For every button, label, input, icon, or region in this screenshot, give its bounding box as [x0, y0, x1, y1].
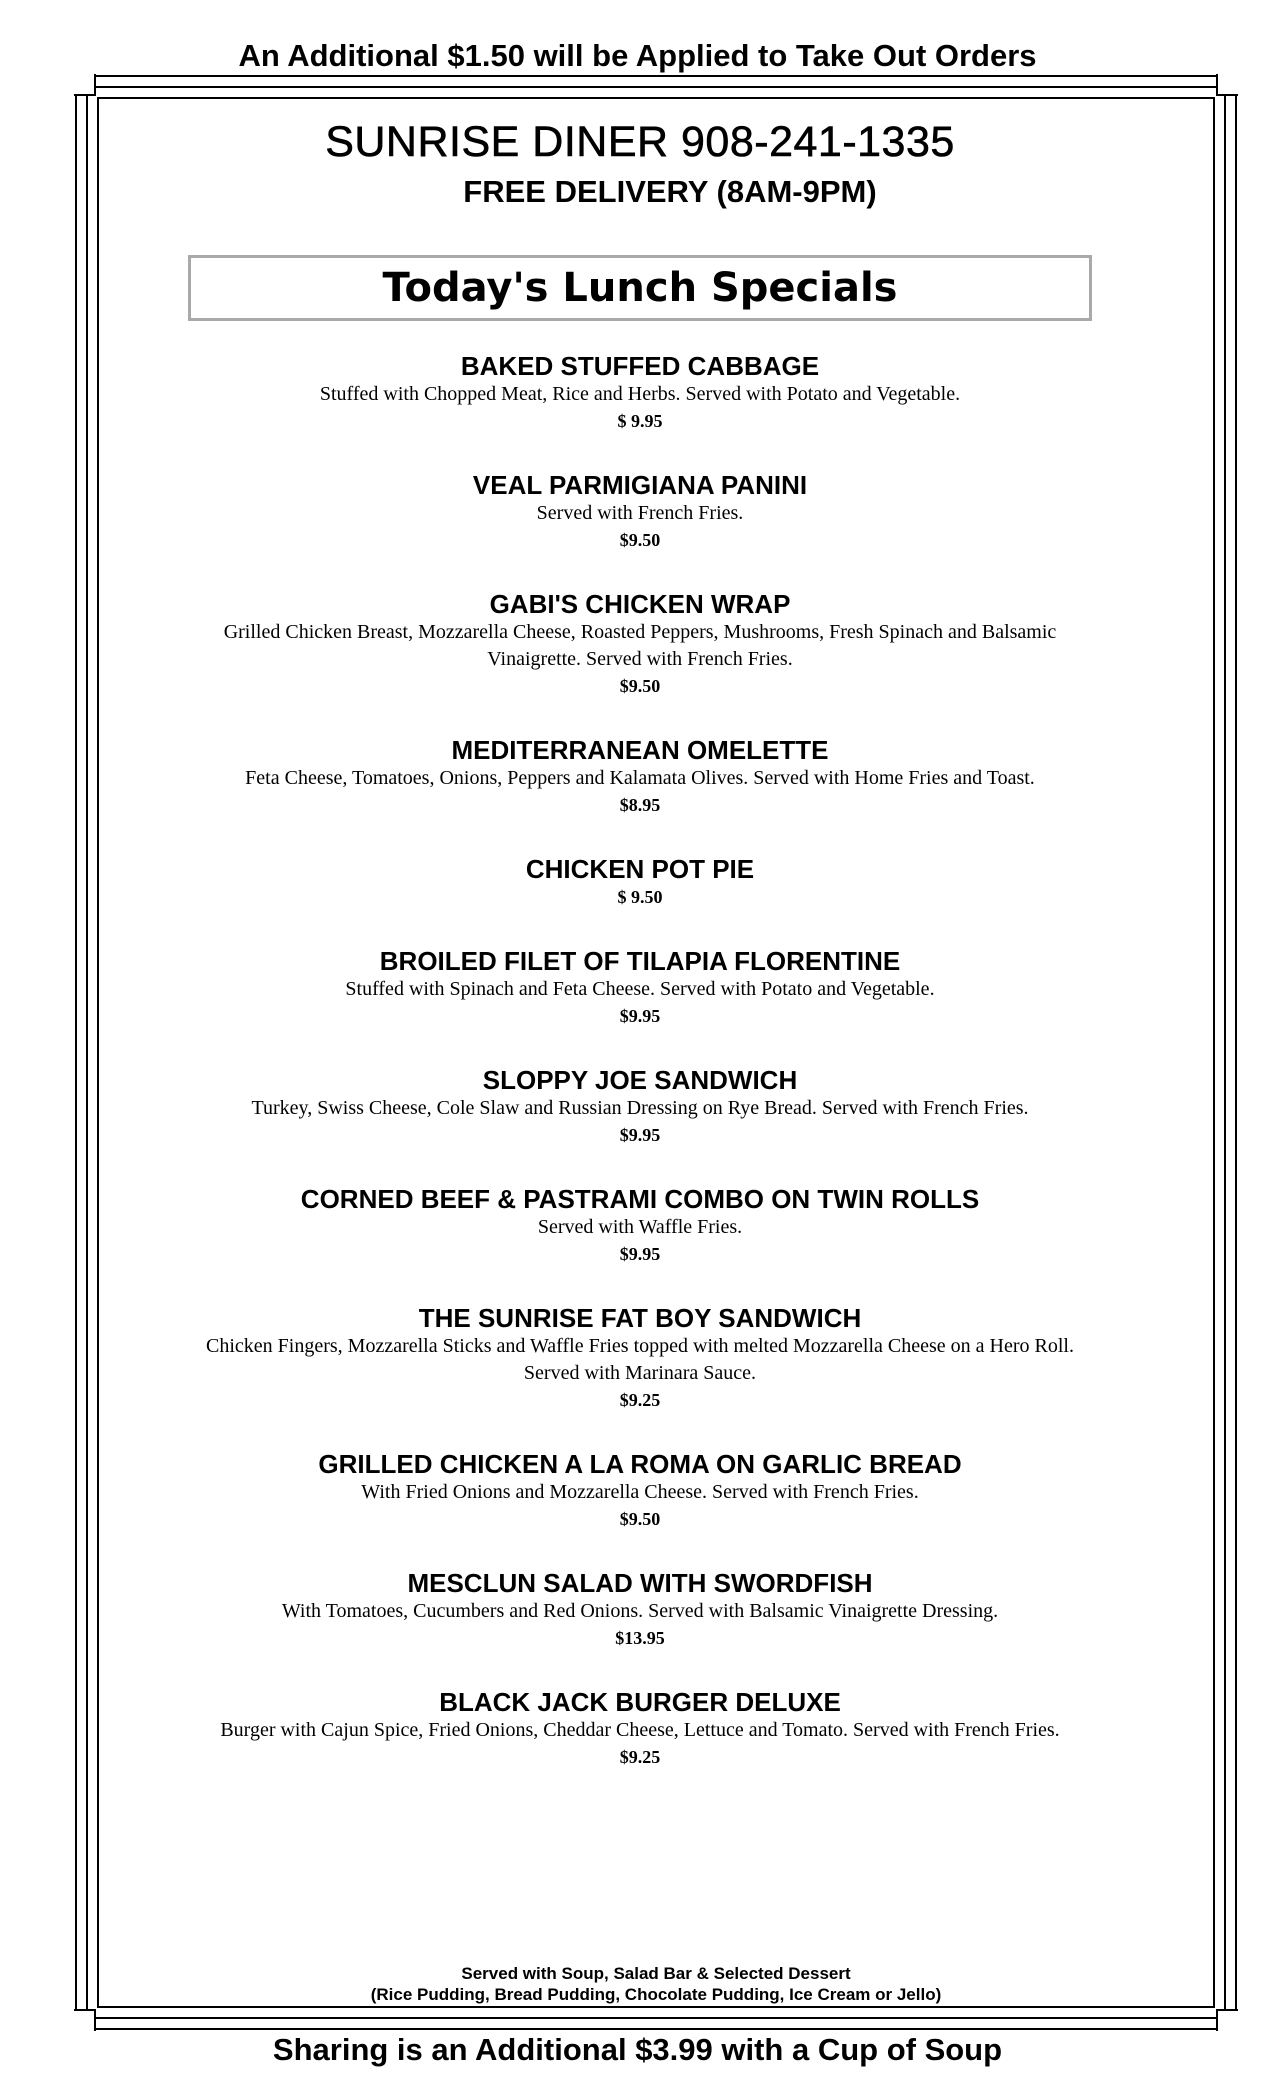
menu-item-price: $9.95 [619, 1125, 661, 1145]
menu-item-price: $ 9.95 [617, 411, 663, 431]
menu-item-name: GRILLED CHICKEN A LA ROMA ON GARLIC BREAD [318, 1449, 962, 1479]
menu-item-description: Served with Waffle Fries. [537, 1216, 743, 1238]
menu-item-price: $9.50 [619, 530, 661, 550]
menu-item [150, 1184, 1130, 1267]
menu-item-description: Turkey, Swiss Cheese, Cole Slaw and Russian Dressing on Rye Bread. Served with French Fries. [251, 1097, 1029, 1119]
menu-item [150, 470, 1130, 553]
menu-item-price: $9.95 [619, 1006, 661, 1026]
dessert-options: (Rice Pudding, Bread Pudding, Chocolate Pudding, Ice Cream or Jello) [370, 1985, 942, 2004]
specials-heading-box [188, 255, 1092, 321]
menu-item-price: $9.50 [619, 1509, 661, 1529]
menu-item-description: With Fried Onions and Mozzarella Cheese. Served with French Fries. [361, 1481, 919, 1503]
menu-item-name: BLACK JACK BURGER DELUXE [439, 1687, 841, 1717]
menu-item-name: BROILED FILET OF TILAPIA FLORENTINE [379, 946, 901, 976]
menu-item-name: THE SUNRISE FAT BOY SANDWICH [418, 1303, 862, 1333]
served-with-text: Served with Soup, Salad Bar & Selected Dessert [461, 1964, 851, 1983]
menu-item [150, 589, 1130, 699]
menu-item [150, 946, 1130, 1029]
menu-item-name: CHICKEN POT PIE [525, 854, 755, 884]
menu-item-description: Stuffed with Chopped Meat, Rice and Herbs. Served with Potato and Vegetable. [319, 383, 961, 405]
specials-list [150, 351, 1130, 1770]
border-corner [74, 2009, 96, 2031]
border-corner [1216, 2009, 1238, 2031]
menu-item-price: $9.25 [619, 1747, 661, 1767]
served-with-note [97, 1963, 1215, 2005]
menu-item-name: SLOPPY JOE SANDWICH [482, 1065, 798, 1095]
menu-item-name: BAKED STUFFED CABBAGE [460, 351, 820, 381]
menu-item-name: MESCLUN SALAD WITH SWORDFISH [407, 1568, 873, 1598]
menu-item-name: CORNED BEEF & PASTRAMI COMBO ON TWIN ROLLS [300, 1184, 980, 1214]
menu-item-price: $13.95 [615, 1628, 665, 1648]
menu-item [150, 1303, 1130, 1413]
menu-item-description: Served with French Fries. [536, 502, 744, 524]
menu-item [150, 351, 1130, 434]
menu-content [150, 112, 1130, 1806]
menu-item-description: Burger with Cajun Spice, Fried Onions, Cheddar Cheese, Lettuce and Tomato. Served with French Fries. [220, 1719, 1060, 1741]
specials-title: Today's Lunch Specials [382, 265, 898, 311]
menu-item-price: $8.95 [619, 795, 661, 815]
menu-item-price: $ 9.50 [617, 887, 663, 907]
menu-item-description: Grilled Chicken Breast, Mozzarella Cheese, Roasted Peppers, Mushrooms, Fresh Spinach and Balsamic Vinaigrette. Served with French Fries. [223, 621, 1057, 670]
border-corner [74, 74, 96, 96]
sharing-notice: Sharing is an Additional $3.99 with a Cup of Soup [272, 2032, 1003, 2067]
menu-item [150, 1449, 1130, 1532]
menu-item [150, 1687, 1130, 1770]
menu-item-description: With Tomatoes, Cucumbers and Red Onions. Served with Balsamic Vinaigrette Dressing. [281, 1600, 999, 1622]
menu-item [150, 1568, 1130, 1651]
menu-item-description: Stuffed with Spinach and Feta Cheese. Served with Potato and Vegetable. [345, 978, 935, 1000]
menu-item [150, 735, 1130, 818]
menu-item-price: $9.50 [619, 676, 661, 696]
menu-item [150, 854, 1130, 910]
takeout-notice: An Additional $1.50 will be Applied to Take Out Orders [238, 38, 1037, 73]
delivery-info: FREE DELIVERY (8AM-9PM) [463, 174, 877, 209]
border-corner [1216, 74, 1238, 96]
menu-item-name: GABI'S CHICKEN WRAP [489, 589, 791, 619]
diner-name-phone: SUNRISE DINER 908-241-1335 [325, 118, 955, 166]
menu-item [150, 1065, 1130, 1148]
menu-item-name: VEAL PARMIGIANA PANINI [472, 470, 808, 500]
menu-item-description: Feta Cheese, Tomatoes, Onions, Peppers and Kalamata Olives. Served with Home Fries and Toast. [245, 767, 1035, 789]
menu-item-name: MEDITERRANEAN OMELETTE [451, 735, 829, 765]
menu-item-price: $9.25 [619, 1390, 661, 1410]
menu-item-price: $9.95 [619, 1244, 661, 1264]
menu-item-description: Chicken Fingers, Mozzarella Sticks and Waffle Fries topped with melted Mozzarella Cheese on a Hero Roll. Served with Marinara Sauce. [206, 1335, 1074, 1384]
